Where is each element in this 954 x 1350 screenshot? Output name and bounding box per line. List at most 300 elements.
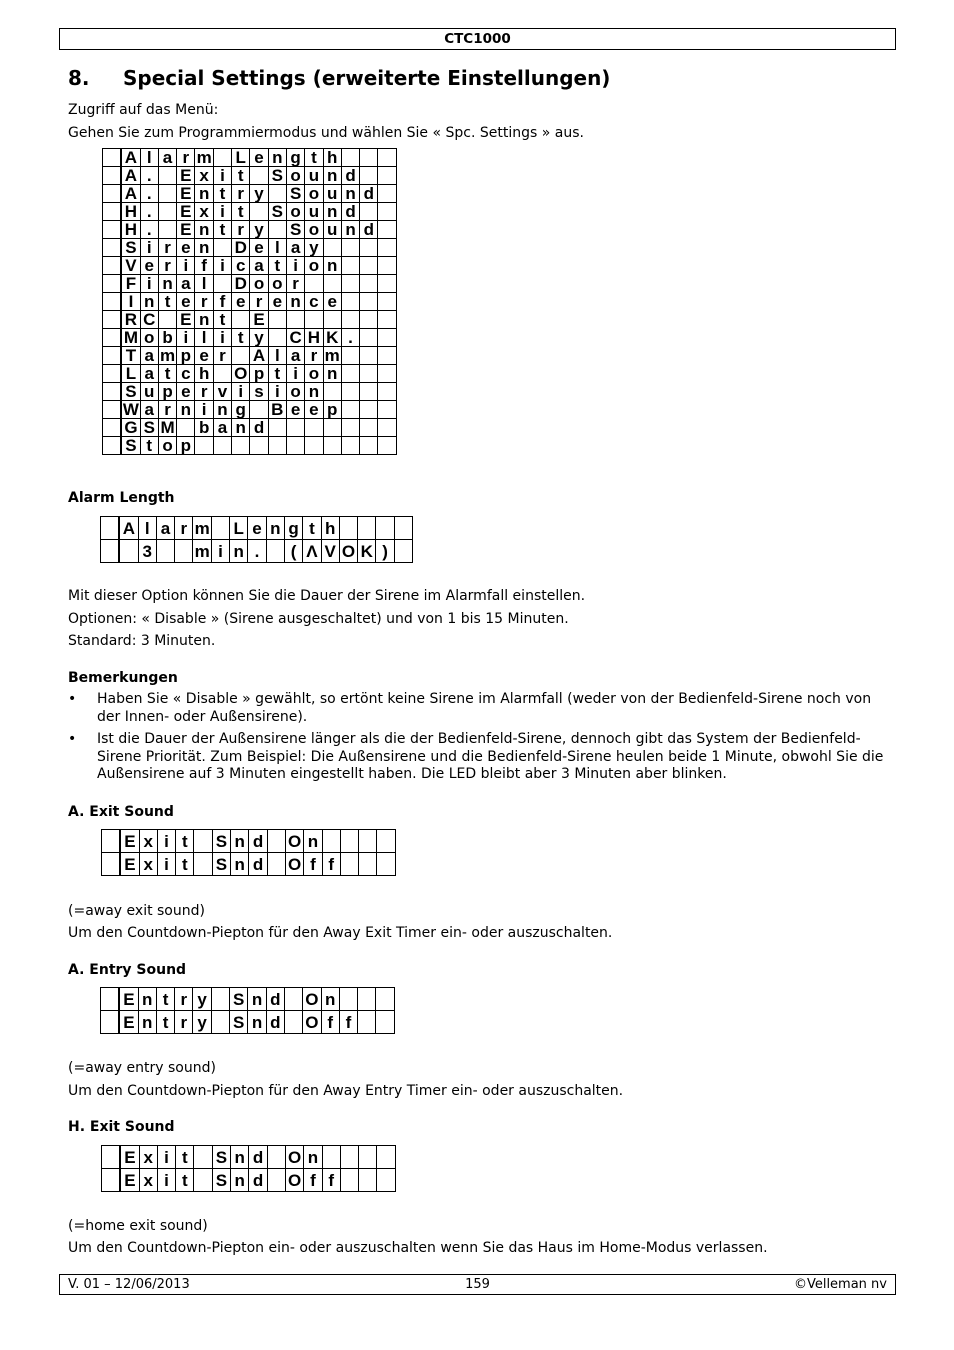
lcd-cell: S [268, 167, 286, 185]
lcd-cell: t [156, 988, 174, 1011]
lcd-cell: n [304, 1146, 322, 1169]
lcd-cell: f [322, 1169, 340, 1192]
lcd-cell: t [305, 149, 323, 167]
lcd-cell: t [156, 1011, 174, 1034]
lcd-cell: r [175, 988, 193, 1011]
lcd-cell: m [159, 346, 176, 365]
lcd-cell: e [248, 517, 266, 540]
lcd-cell: l [195, 275, 213, 293]
lcd-cell: n [323, 365, 341, 383]
lcd-cell: e [286, 401, 304, 419]
lcd-cell: S [230, 988, 248, 1011]
lcd-cell: f [304, 853, 322, 876]
section-title [68, 66, 610, 90]
lcd-cell [284, 1011, 302, 1034]
lcd-cell: n [177, 401, 195, 419]
lcd-cell: f [339, 1011, 357, 1034]
lcd-cell [119, 540, 138, 563]
lcd-cell: K [358, 540, 376, 563]
lcd-cell [103, 293, 122, 311]
lcd-cell [103, 275, 122, 293]
lcd-cell: L [232, 149, 250, 167]
lcd-cell: t [158, 293, 176, 311]
lcd-cell: O [303, 1011, 321, 1034]
lcd-cell [158, 203, 176, 221]
remarks-list [68, 691, 898, 789]
lcd-row [103, 293, 397, 311]
lcd-cell: V [321, 540, 339, 563]
lcd-cell: A [119, 517, 138, 540]
lcd-cell: h [321, 517, 339, 540]
h-exit-sound-lcd [101, 1145, 396, 1192]
lcd-cell: S [212, 1146, 230, 1169]
lcd-cell: d [266, 988, 284, 1011]
lcd-cell [194, 1169, 212, 1192]
lcd-cell: r [195, 293, 213, 311]
lcd-cell [103, 311, 122, 329]
lcd-cell [103, 149, 122, 167]
lcd-row [103, 419, 397, 437]
lcd-cell [360, 311, 378, 329]
lcd-row [103, 257, 397, 275]
h-exit-sound-text-1: (=home exit sound) [68, 1218, 208, 1234]
a-exit-sound-text-1: (=away exit sound) [68, 903, 205, 919]
lcd-cell: 3 [138, 540, 156, 563]
lcd-cell: t [213, 221, 231, 239]
lcd-cell [378, 239, 396, 257]
lcd-cell: i [213, 257, 231, 275]
lcd-cell [103, 329, 122, 347]
lcd-cell: f [304, 1169, 322, 1192]
lcd-cell [103, 437, 122, 455]
lcd-cell [103, 365, 122, 383]
lcd-cell: t [176, 1146, 194, 1169]
lcd-cell [377, 853, 395, 876]
lcd-cell: i [157, 1146, 175, 1169]
lcd-cell: m [194, 541, 210, 561]
lcd-cell: o [305, 257, 323, 275]
lcd-cell: S [212, 853, 230, 876]
lcd-cell [102, 830, 121, 853]
lcd-cell [286, 311, 304, 329]
lcd-cell [177, 419, 195, 437]
lcd-cell: n [341, 185, 359, 203]
lcd-cell: i [140, 275, 158, 293]
lcd-cell: o [158, 437, 176, 455]
lcd-cell [286, 419, 304, 437]
lcd-cell [378, 167, 396, 185]
lcd-cell: H [121, 203, 140, 221]
lcd-cell: r [195, 383, 213, 401]
lcd-cell: t [213, 185, 231, 203]
lcd-cell [378, 275, 396, 293]
lcd-cell: A [121, 167, 140, 185]
lcd-cell [378, 329, 396, 347]
lcd-cell: G [121, 419, 140, 437]
footer-version: V. 01 – 12/06/2013 [68, 1277, 190, 1292]
remarks-heading: Bemerkungen [68, 670, 178, 686]
alarm-length-text-3: Standard: 3 Minuten. [68, 633, 216, 649]
lcd-cell: n [140, 293, 158, 311]
lcd-row [101, 988, 395, 1011]
lcd-cell [211, 517, 229, 540]
lcd-cell: i [286, 365, 304, 383]
lcd-cell [284, 988, 302, 1011]
lcd-cell: n [213, 401, 231, 419]
lcd-cell: y [250, 221, 268, 239]
lcd-cell: d [249, 1146, 267, 1169]
lcd-cell [394, 540, 412, 563]
lcd-cell: n [266, 517, 284, 540]
lcd-cell [378, 419, 396, 437]
lcd-cell [341, 149, 359, 167]
lcd-cell [341, 365, 359, 383]
lcd-cell: n [321, 988, 339, 1011]
lcd-cell: i [195, 401, 213, 419]
lcd-cell: f [213, 293, 231, 311]
lcd-cell: y [250, 329, 268, 347]
lcd-cell: A [250, 347, 268, 365]
lcd-cell: n [231, 1169, 249, 1192]
list-item: • Ist die Dauer der Außensirene länger als die der Bedienfeld-Sirene, dennoch gibt das System der Bedienfeld-Sirene Priorität. Zum Beispiel: Die Außensirene und die Bedienfeld-Sirene heulen beide 1 Minute, obwohl Sie die Außensirene auf 3 Minuten eingestellt haben. Die LED bleibt aber 3 Minuten aber blinken. [68, 731, 884, 782]
lcd-cell: v [213, 383, 231, 401]
lcd-cell [305, 437, 323, 455]
lcd-cell [305, 419, 323, 437]
lcd-cell: y [305, 239, 323, 257]
lcd-cell [267, 1169, 285, 1192]
lcd-cell [360, 365, 378, 383]
lcd-cell [378, 365, 396, 383]
lcd-cell [266, 540, 284, 563]
lcd-cell [267, 853, 285, 876]
page-header [59, 28, 896, 50]
lcd-cell [156, 540, 174, 563]
lcd-cell [323, 275, 341, 293]
lcd-cell [360, 275, 378, 293]
lcd-cell: H [121, 221, 140, 239]
lcd-cell: . [140, 167, 158, 185]
lcd-cell [341, 239, 359, 257]
lcd-cell [213, 365, 231, 383]
lcd-row [102, 1146, 396, 1169]
lcd-cell: g [286, 149, 304, 167]
lcd-row [103, 437, 397, 455]
lcd-cell: y [193, 988, 211, 1011]
lcd-cell: L [121, 365, 140, 383]
lcd-cell: h [195, 365, 213, 383]
lcd-cell: ) [376, 540, 394, 563]
lcd-cell: A [121, 185, 140, 203]
lcd-cell: e [250, 239, 268, 257]
lcd-cell: t [232, 203, 250, 221]
lcd-cell: n [323, 167, 341, 185]
lcd-cell: . [140, 221, 158, 239]
lcd-row [103, 221, 397, 239]
lcd-cell: r [286, 275, 304, 293]
lcd-cell: m [194, 518, 210, 538]
lcd-cell: S [268, 203, 286, 221]
lcd-row [102, 853, 396, 876]
lcd-cell: u [305, 167, 323, 185]
lcd-cell: B [268, 401, 286, 419]
lcd-cell [378, 401, 396, 419]
lcd-cell [323, 311, 341, 329]
lcd-cell: y [193, 1011, 211, 1034]
lcd-cell [340, 853, 358, 876]
lcd-cell [175, 540, 193, 563]
lcd-cell [341, 347, 359, 365]
lcd-cell [250, 203, 268, 221]
lcd-cell: n [231, 830, 249, 853]
lcd-cell: a [250, 257, 268, 275]
lcd-cell: p [323, 401, 341, 419]
lcd-row [102, 830, 396, 853]
lcd-cell: Λ [303, 540, 321, 563]
lcd-cell: c [177, 365, 195, 383]
lcd-cell: o [286, 203, 304, 221]
lcd-cell [378, 149, 396, 167]
remark-text: Ist die Dauer der Außensirene länger als die der Bedienfeld-Sirene, dennoch gibt das System der Bedienfeld-Sirene Priorität. Zum Beispiel: Die Außensirene und die Bedienfeld-Sirene heulen beide 1 Minute, obwohl Sie die Außensirene auf 3 Minuten eingestellt haben. Die LED bleibt aber 3 Minuten aber blinken. [97, 731, 884, 782]
lcd-cell: u [323, 185, 341, 203]
model-name: CTC1000 [444, 31, 511, 47]
lcd-cell: n [231, 1146, 249, 1169]
lcd-cell: l [268, 239, 286, 257]
footer-page-number: 159 [465, 1277, 490, 1292]
lcd-cell [268, 185, 286, 203]
lcd-cell [268, 311, 286, 329]
lcd-cell: d [360, 221, 378, 239]
lcd-cell: i [213, 167, 231, 185]
lcd-cell: l [195, 329, 213, 347]
lcd-cell: M [158, 419, 176, 437]
section-number: 8. [68, 66, 90, 90]
lcd-cell [213, 275, 231, 293]
lcd-cell: t [213, 311, 231, 329]
a-entry-sound-text-2: Um den Countdown-Piepton für den Away Entry Timer ein- oder auszuschalten. [68, 1083, 624, 1099]
lcd-cell: i [211, 540, 229, 563]
lcd-cell: d [250, 419, 268, 437]
lcd-cell: O [285, 1169, 303, 1192]
lcd-cell: S [286, 221, 304, 239]
a-exit-sound-lcd [101, 829, 396, 876]
lcd-cell: n [195, 311, 213, 329]
lcd-row [103, 275, 397, 293]
lcd-cell: e [140, 257, 158, 275]
lcd-row [101, 1011, 395, 1034]
lcd-cell [377, 830, 395, 853]
lcd-cell [195, 437, 213, 455]
lcd-cell [102, 853, 121, 876]
lcd-cell: b [158, 329, 176, 347]
lcd-cell: n [195, 185, 213, 203]
lcd-cell: r [175, 1011, 193, 1034]
lcd-cell: x [139, 853, 157, 876]
lcd-cell: E [177, 203, 195, 221]
lcd-cell: d [360, 185, 378, 203]
lcd-cell: S [212, 1169, 230, 1192]
lcd-cell: t [176, 853, 194, 876]
lcd-cell [103, 257, 122, 275]
lcd-cell: x [195, 203, 213, 221]
lcd-cell: K [323, 329, 341, 347]
lcd-cell: d [341, 203, 359, 221]
lcd-cell: a [177, 275, 195, 293]
lcd-row [103, 167, 397, 185]
lcd-cell: O [303, 988, 321, 1011]
lcd-cell: O [232, 365, 250, 383]
lcd-cell: d [249, 1169, 267, 1192]
lcd-cell: x [195, 167, 213, 185]
lcd-cell: t [303, 517, 321, 540]
lcd-cell [194, 830, 212, 853]
lcd-cell [250, 437, 268, 455]
lcd-cell [323, 383, 341, 401]
lcd-cell [268, 221, 286, 239]
alarm-length-lcd [100, 516, 413, 563]
lcd-cell: t [140, 437, 158, 455]
lcd-cell: r [232, 221, 250, 239]
lcd-cell [378, 185, 396, 203]
lcd-cell [359, 830, 377, 853]
lcd-cell: S [121, 383, 140, 401]
lcd-cell [378, 347, 396, 365]
lcd-cell [358, 517, 376, 540]
lcd-cell [213, 437, 231, 455]
lcd-cell [213, 239, 231, 257]
lcd-cell: l [268, 347, 286, 365]
lcd-cell: f [321, 1011, 339, 1034]
lcd-cell [341, 275, 359, 293]
lcd-cell [360, 167, 378, 185]
lcd-cell: u [323, 221, 341, 239]
lcd-cell: g [232, 401, 250, 419]
lcd-cell: o [305, 221, 323, 239]
lcd-cell: S [140, 419, 158, 437]
lcd-row [103, 347, 397, 365]
lcd-cell: i [140, 239, 158, 257]
lcd-cell: S [230, 1011, 248, 1034]
lcd-cell: c [232, 257, 250, 275]
lcd-cell: n [286, 293, 304, 311]
lcd-cell [158, 221, 176, 239]
lcd-cell: n [323, 203, 341, 221]
lcd-cell: a [140, 365, 158, 383]
lcd-cell [360, 329, 378, 347]
lcd-cell [360, 149, 378, 167]
lcd-cell: e [305, 401, 323, 419]
lcd-cell: r [158, 401, 176, 419]
lcd-cell: t [268, 257, 286, 275]
lcd-cell: e [268, 293, 286, 311]
lcd-cell [268, 419, 286, 437]
lcd-cell [359, 853, 377, 876]
lcd-cell [102, 1146, 121, 1169]
lcd-cell [267, 1146, 285, 1169]
lcd-cell: l [140, 149, 158, 167]
lcd-cell: r [250, 293, 268, 311]
lcd-cell: t [158, 365, 176, 383]
a-entry-sound-heading: A. Entry Sound [68, 962, 187, 978]
lcd-cell: L [230, 517, 248, 540]
lcd-cell: t [232, 167, 250, 185]
a-entry-sound-lcd [100, 987, 395, 1034]
section-title-text: Special Settings (erweiterte Einstellungen) [123, 66, 611, 90]
lcd-cell [103, 347, 122, 365]
lcd-cell: p [177, 347, 195, 365]
lcd-cell [102, 1169, 121, 1192]
lcd-cell [103, 401, 122, 419]
lcd-cell: a [213, 419, 231, 437]
lcd-cell: M [121, 329, 140, 347]
lcd-cell: T [121, 347, 140, 365]
a-exit-sound-heading: A. Exit Sound [68, 804, 174, 820]
lcd-cell: H [305, 329, 323, 347]
lcd-cell [101, 1011, 120, 1034]
lcd-cell [341, 293, 359, 311]
lcd-cell [211, 988, 229, 1011]
lcd-cell: o [305, 185, 323, 203]
lcd-cell: E [120, 1169, 139, 1192]
lcd-cell: n [232, 419, 250, 437]
lcd-cell [376, 517, 394, 540]
lcd-cell: O [285, 830, 303, 853]
lcd-cell [323, 419, 341, 437]
lcd-cell [360, 257, 378, 275]
lcd-cell: i [157, 1169, 175, 1192]
lcd-cell [340, 830, 358, 853]
lcd-cell [103, 203, 122, 221]
lcd-cell [340, 1169, 358, 1192]
lcd-cell: m [324, 346, 340, 365]
lcd-cell: E [177, 167, 195, 185]
lcd-row [103, 149, 397, 167]
lcd-cell: o [268, 275, 286, 293]
lcd-cell [286, 437, 304, 455]
lcd-cell [376, 988, 394, 1011]
lcd-cell [341, 311, 359, 329]
h-exit-sound-text-2: Um den Countdown-Piepton ein- oder auszuschalten wenn Sie das Haus im Home-Modus verlassen. [68, 1240, 768, 1256]
lcd-cell: . [248, 540, 266, 563]
lcd-cell: e [232, 293, 250, 311]
alarm-length-heading: Alarm Length [68, 490, 175, 506]
lcd-cell: O [339, 540, 357, 563]
lcd-cell: e [177, 239, 195, 257]
alarm-length-text-1: Mit dieser Option können Sie die Dauer der Sirene im Alarmfall einstellen. [68, 588, 586, 604]
lcd-cell: . [341, 329, 359, 347]
lcd-cell: b [195, 419, 213, 437]
lcd-cell: A [121, 149, 140, 167]
lcd-cell: n [230, 540, 248, 563]
lcd-cell: n [248, 988, 266, 1011]
lcd-cell [341, 401, 359, 419]
lcd-cell: S [121, 437, 140, 455]
lcd-cell: n [268, 149, 286, 167]
lcd-cell: d [249, 830, 267, 853]
lcd-cell: a [140, 401, 158, 419]
lcd-cell: n [138, 988, 156, 1011]
lcd-cell: i [286, 257, 304, 275]
lcd-cell [359, 1146, 377, 1169]
lcd-cell: C [286, 329, 304, 347]
lcd-cell: n [231, 853, 249, 876]
lcd-cell [360, 437, 378, 455]
lcd-cell [158, 185, 176, 203]
lcd-cell [360, 347, 378, 365]
lcd-cell: e [250, 149, 268, 167]
lcd-cell: r [175, 517, 193, 540]
lcd-cell: n [195, 221, 213, 239]
lcd-cell: O [285, 853, 303, 876]
